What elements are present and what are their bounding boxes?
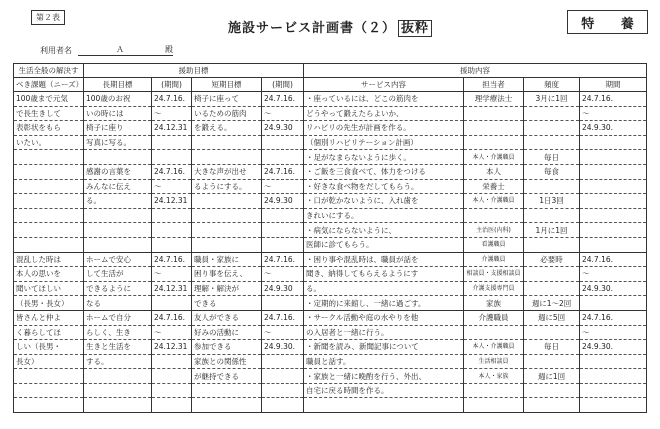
short-period-cell [262, 296, 304, 311]
needs-cell [14, 194, 84, 209]
needs-cell: （長男・長女） [14, 296, 84, 311]
short-period-cell [262, 223, 304, 238]
service-cell: ・口が乾かないように、入れ歯を [304, 194, 464, 209]
short-goal-cell [192, 223, 262, 238]
long-goal-cell [84, 369, 152, 384]
short-goal-cell: 困り事を伝え、 [192, 267, 262, 282]
short-goal-cell: るようにする。 [192, 179, 262, 194]
short-goal-cell: できる [192, 296, 262, 311]
facility-type-char-1: 特 [581, 16, 595, 32]
long-goal-cell [84, 398, 152, 413]
term-cell [580, 223, 647, 238]
long-period-cell: 24.12.31 [152, 340, 192, 355]
short-goal-cell: が継持できる [192, 369, 262, 384]
title-excerpt-badge: 抜粋 [398, 20, 432, 37]
short-period-cell: 24.7.16. [262, 310, 304, 325]
staff-cell: 本人・家族 [464, 369, 524, 384]
facility-type-char-2: 養 [620, 16, 634, 32]
table-row [14, 194, 647, 209]
staff-cell [464, 208, 524, 223]
table-row [14, 369, 647, 384]
table-row [14, 237, 647, 252]
service-cell: ・困り事や混乱時は、職員が話を [304, 252, 464, 267]
service-cell: ・家族と一緒に晩酌を行う、外出、 [304, 369, 464, 384]
long-period-cell: 24.7.16. [152, 310, 192, 325]
frequency-cell: 必要時 [524, 252, 580, 267]
short-period-cell: ～ [262, 106, 304, 121]
table-row [14, 106, 647, 121]
short-period-cell [262, 237, 304, 252]
long-period-cell [152, 208, 192, 223]
service-cell: 職員と話す。 [304, 354, 464, 369]
term-cell [580, 354, 647, 369]
term-cell: ～ [580, 325, 647, 340]
term-cell [580, 208, 647, 223]
long-period-cell: ～ [152, 179, 192, 194]
user-name-label: 利用者名 [40, 46, 72, 55]
short-goal-cell [192, 237, 262, 252]
short-goal-cell: 好みの活動に [192, 325, 262, 340]
frequency-cell: 1月に1回 [524, 223, 580, 238]
needs-cell [14, 369, 84, 384]
long-goal-cell [84, 383, 152, 398]
service-cell: ・ご飯を三食食べて、体力をつける [304, 164, 464, 179]
term-cell [580, 164, 647, 179]
table-row [14, 354, 647, 369]
term-cell: 24.7.16. [580, 310, 647, 325]
short-goal-cell: を鍛える。 [192, 121, 262, 136]
short-goal-cell [192, 383, 262, 398]
service-cell: ・病気にならないように、 [304, 223, 464, 238]
needs-cell [14, 398, 84, 413]
staff-cell [464, 121, 524, 136]
long-period-cell: ～ [152, 267, 192, 282]
table-row [14, 281, 647, 296]
short-goal-cell: 友人ができる [192, 310, 262, 325]
short-period-cell [262, 150, 304, 165]
short-goal-cell [192, 194, 262, 209]
term-cell: 24.7.16. [580, 252, 647, 267]
short-period-cell: 24.7.16. [262, 92, 304, 107]
long-period-cell [152, 354, 192, 369]
table-row [14, 296, 647, 311]
frequency-cell [524, 281, 580, 296]
table-row [14, 252, 647, 267]
long-period-cell [152, 237, 192, 252]
long-goal-cell: ホームで自分 [84, 310, 152, 325]
frequency-cell [524, 121, 580, 136]
term-cell [580, 135, 647, 150]
long-period-cell: 24.7.16. [152, 92, 192, 107]
long-period-cell [152, 383, 192, 398]
short-period-cell [262, 135, 304, 150]
service-cell: 自宅に戻る時間を作る。 [304, 383, 464, 398]
long-goal-cell [84, 150, 152, 165]
staff-cell: 主治医(内科) [464, 223, 524, 238]
user-name-field [40, 45, 173, 56]
frequency-cell [524, 325, 580, 340]
table-row [14, 208, 647, 223]
short-goal-cell [192, 150, 262, 165]
form-number-label: 第２表 [31, 10, 65, 25]
needs-cell: 本人の思いを [14, 267, 84, 282]
user-name-honorific: 殿 [165, 45, 173, 54]
frequency-cell: 1日3回 [524, 194, 580, 209]
short-period-cell: 24.9.30 [262, 121, 304, 136]
needs-cell: 皆さんと仲よ [14, 310, 84, 325]
staff-cell: 介護職員 [464, 310, 524, 325]
staff-cell: 本人・介護職員 [464, 340, 524, 355]
short-goal-cell: 職員・家族に [192, 252, 262, 267]
service-cell: ・足がなまらないように歩く。 [304, 150, 464, 165]
term-cell [580, 369, 647, 384]
term-cell: 24.7.16. [580, 92, 647, 107]
care-plan-table [13, 63, 647, 413]
needs-cell [14, 208, 84, 223]
long-period-cell: 24.7.16. [152, 164, 192, 179]
needs-cell [14, 237, 84, 252]
short-period-cell: 24.9.30 [262, 281, 304, 296]
short-goal-cell [192, 398, 262, 413]
service-cell: リハビリの先生が計画を作る。 [304, 121, 464, 136]
long-goal-cell: ホームで安心 [84, 252, 152, 267]
short-period-cell [262, 354, 304, 369]
goal-group-header: 援助目標 [84, 64, 304, 78]
frequency-cell: 毎日 [524, 340, 580, 355]
service-cell: きれいにする。 [304, 208, 464, 223]
service-cell: 医師に診てもらう。 [304, 237, 464, 252]
long-goal-cell: いの時には [84, 106, 152, 121]
needs-header-bottom: べき課題（ニーズ） [14, 78, 84, 92]
staff-cell: 本人・介護職員 [464, 194, 524, 209]
long-period-cell [152, 135, 192, 150]
service-header: サービス内容 [304, 78, 464, 92]
long-term-header: 長期目標 [84, 78, 152, 92]
frequency-cell: 週に1～2回 [524, 296, 580, 311]
frequency-header: 頻度 [524, 78, 580, 92]
staff-cell [464, 325, 524, 340]
short-period-cell [262, 383, 304, 398]
long-period-cell: 24.12.31 [152, 121, 192, 136]
long-goal-cell: 感謝の言葉を [84, 164, 152, 179]
frequency-cell: 3月に1回 [524, 92, 580, 107]
short-goal-cell [192, 208, 262, 223]
needs-cell [14, 383, 84, 398]
needs-cell: 長女） [14, 354, 84, 369]
long-period-cell [152, 398, 192, 413]
staff-cell [464, 383, 524, 398]
short-goal-cell [192, 135, 262, 150]
table-row [14, 398, 647, 413]
term-cell: 24.9.30. [580, 121, 647, 136]
short-goal-cell: 家族との関係性 [192, 354, 262, 369]
long-goal-cell [84, 223, 152, 238]
term-cell [580, 194, 647, 209]
short-goal-cell: 理解・解決が [192, 281, 262, 296]
table-row [14, 150, 647, 165]
short-period-cell [262, 208, 304, 223]
needs-cell [14, 150, 84, 165]
needs-cell [14, 179, 84, 194]
service-cell: （個別リハビリテーション計画） [304, 135, 464, 150]
service-cell: ・好きな食べ物をだしてもらう。 [304, 179, 464, 194]
facility-type-box [567, 10, 648, 34]
service-cell [304, 398, 464, 413]
short-goal-cell: 参加できる [192, 340, 262, 355]
long-period-cell: ～ [152, 106, 192, 121]
table-row [14, 340, 647, 355]
staff-cell [464, 135, 524, 150]
long-goal-cell: できるように [84, 281, 152, 296]
long-period-cell: 24.12.31 [152, 281, 192, 296]
term-cell [580, 296, 647, 311]
page-title [0, 17, 660, 36]
long-period-cell [152, 296, 192, 311]
table-row [14, 383, 647, 398]
long-goal-cell: 100歳のお祝 [84, 92, 152, 107]
term-cell [580, 179, 647, 194]
term-cell [580, 383, 647, 398]
long-goal-cell: なる [84, 296, 152, 311]
short-period-cell: 24.9.30. [262, 340, 304, 355]
table-row [14, 179, 647, 194]
short-period-cell: 24.7.16. [262, 164, 304, 179]
needs-cell: 表彰状をもら [14, 121, 84, 136]
user-name-value: Ａ [116, 45, 124, 54]
long-period-cell [152, 369, 192, 384]
long-goal-cell: 椅子に座り [84, 121, 152, 136]
content-group-header: 援助内容 [304, 64, 647, 78]
table-row [14, 135, 647, 150]
frequency-cell [524, 398, 580, 413]
frequency-cell: 毎日 [524, 150, 580, 165]
short-period-cell: ～ [262, 267, 304, 282]
service-cell: の入居者と一緒に行う。 [304, 325, 464, 340]
frequency-cell [524, 383, 580, 398]
term-cell: ～ [580, 106, 647, 121]
service-cell: ・座っているには、どこの筋肉を [304, 92, 464, 107]
service-cell: ・新聞を読み、新聞記事について [304, 340, 464, 355]
needs-cell: 聞いてほしい [14, 281, 84, 296]
staff-cell: 理学療法士 [464, 92, 524, 107]
frequency-cell [524, 179, 580, 194]
needs-cell: 100歳まで元気 [14, 92, 84, 107]
needs-cell: 混乱した時は [14, 252, 84, 267]
table-row [14, 267, 647, 282]
long-period-cell [152, 150, 192, 165]
table-row [14, 121, 647, 136]
service-cell: 聞き、納得してもらえるようにす [304, 267, 464, 282]
table-row [14, 92, 647, 107]
long-goal-cell: みんなに伝え [84, 179, 152, 194]
staff-header: 担当者 [464, 78, 524, 92]
long-goal-cell: らしく、生き [84, 325, 152, 340]
frequency-cell: 毎食 [524, 164, 580, 179]
staff-cell: 相談員・支援相談員 [464, 267, 524, 282]
term-cell [580, 237, 647, 252]
table-row [14, 325, 647, 340]
staff-cell: 栄養士 [464, 179, 524, 194]
staff-cell: 本人・介護職員 [464, 150, 524, 165]
staff-cell: 生活相談員 [464, 354, 524, 369]
staff-cell: 看護職員 [464, 237, 524, 252]
needs-cell: いたい。 [14, 135, 84, 150]
short-goal-cell: 椅子に座って [192, 92, 262, 107]
needs-cell [14, 223, 84, 238]
table-row [14, 310, 647, 325]
term-cell [580, 398, 647, 413]
needs-cell: で長生きして [14, 106, 84, 121]
long-goal-cell: する。 [84, 354, 152, 369]
short-period-cell [262, 369, 304, 384]
service-cell: る。 [304, 281, 464, 296]
needs-header-top: 生活全般の解決す [14, 64, 84, 78]
frequency-cell [524, 267, 580, 282]
user-name-underline [78, 46, 173, 56]
long-period-cell: 24.7.16. [152, 252, 192, 267]
staff-cell: 家族 [464, 296, 524, 311]
term-cell: 24.9.30. [580, 340, 647, 355]
short-term-header: 短期目標 [192, 78, 262, 92]
staff-cell [464, 106, 524, 121]
long-period-cell: ～ [152, 325, 192, 340]
short-period-cell: 24.9.30 [262, 194, 304, 209]
short-period-cell: ～ [262, 325, 304, 340]
short-period-cell: 24.7.16. [262, 252, 304, 267]
frequency-cell [524, 135, 580, 150]
short-goal-cell: いるための筋肉 [192, 106, 262, 121]
long-goal-cell [84, 208, 152, 223]
frequency-cell [524, 106, 580, 121]
term-cell [580, 150, 647, 165]
frequency-cell [524, 208, 580, 223]
title-main: 施設サービス計画書（２） [227, 21, 396, 36]
long-goal-cell: 生きと生活を [84, 340, 152, 355]
needs-cell [14, 164, 84, 179]
table-row [14, 164, 647, 179]
staff-cell [464, 398, 524, 413]
service-cell: ・定期的に来館し、一緒に過ごす。 [304, 296, 464, 311]
needs-cell: しい（長男・ [14, 340, 84, 355]
staff-cell: 介護支援専門員 [464, 281, 524, 296]
table-row [14, 223, 647, 238]
frequency-cell [524, 237, 580, 252]
needs-cell: く暮らしてほ [14, 325, 84, 340]
short-period-cell [262, 398, 304, 413]
long-period-header: (期間) [152, 78, 192, 92]
long-goal-cell: 写真に写る。 [84, 135, 152, 150]
staff-cell: 介護職員 [464, 252, 524, 267]
service-cell: ・サークル活動や庭の水やりを他 [304, 310, 464, 325]
service-cell: どうやって鍛えたらよいか、 [304, 106, 464, 121]
frequency-cell: 週に1回 [524, 369, 580, 384]
long-goal-cell: る。 [84, 194, 152, 209]
frequency-cell: 週に5回 [524, 310, 580, 325]
short-period-header: (期間) [262, 78, 304, 92]
long-period-cell: 24.12.31 [152, 194, 192, 209]
staff-cell: 本人 [464, 164, 524, 179]
long-goal-cell [84, 237, 152, 252]
long-goal-cell: して生活が [84, 267, 152, 282]
long-period-cell [152, 223, 192, 238]
term-cell: ～ [580, 267, 647, 282]
short-period-cell: ～ [262, 179, 304, 194]
term-cell: 24.9.30. [580, 281, 647, 296]
term-header: 期間 [580, 78, 647, 92]
short-goal-cell: 大きな声が出せ [192, 164, 262, 179]
frequency-cell [524, 354, 580, 369]
